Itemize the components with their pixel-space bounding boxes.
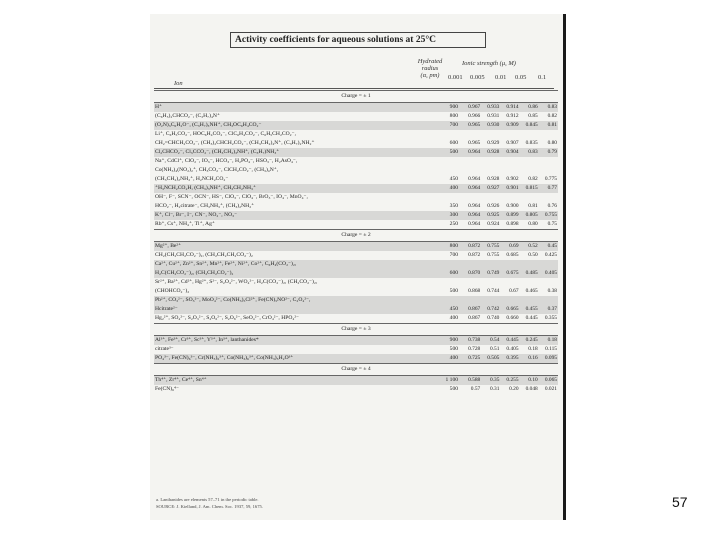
coefficient-cell: 0.81 — [528, 203, 538, 209]
radius-cell: 800 — [431, 242, 462, 252]
coefficient-cell: 0.80 — [547, 140, 557, 146]
ion-cell: Hcitrate²⁻ — [154, 305, 431, 314]
table-row — [154, 166, 558, 175]
table-title: Activity coefficients for aqueous solutions at 25°C — [230, 32, 486, 48]
footnote-source: SOURCE: J. Kielland, J. Am. Chem. Soc. 1937, 59, 1675. — [156, 504, 263, 509]
coefficient-cell: 0.048 — [525, 386, 538, 392]
radius-cell: 1 100 — [431, 376, 462, 386]
coefficient-cell: 0.965 — [468, 140, 481, 146]
coefficient-cell: 0.931 — [487, 113, 500, 119]
coefficient-cell — [462, 278, 481, 287]
ion-cell: (C₆H₅)₂CHCO₂⁻, (C₃H₇)₄N⁺ — [155, 113, 220, 119]
ion-cell: Mg²⁺, Be²⁺ — [154, 242, 431, 252]
coefficient-cell: 0.966 — [468, 113, 481, 119]
coefficient-cell: 0.928 — [487, 176, 500, 182]
radius-cell — [431, 157, 462, 166]
coefficient-cell: 0.933 — [481, 103, 500, 113]
coefficient-cell: 0.10 — [520, 376, 539, 386]
coefficient-cell — [500, 130, 519, 139]
table-row — [154, 148, 558, 157]
coefficient-cell: 0.76 — [547, 203, 557, 209]
coefficient-cell: 0.902 — [506, 176, 519, 182]
coefficient-cell: 0.095 — [539, 354, 558, 364]
coefficient-cell: 0.867 — [468, 315, 481, 321]
coefficient-cell: 0.900 — [506, 203, 519, 209]
coefficient-cell: 0.37 — [539, 305, 558, 314]
coefficient-cell — [539, 130, 558, 139]
ion-cell: Rb⁺, Cs⁺, NH₄⁺, Tl⁺, Ag⁺ — [155, 221, 215, 227]
radius-cell — [431, 193, 462, 202]
charge-label: Charge = ± 4 — [154, 364, 558, 376]
coefficient-cell: 0.964 — [462, 148, 481, 157]
coefficient-cell: 0.405 — [539, 269, 558, 278]
coefficient-cell: 0.805 — [520, 211, 539, 220]
ion-cell: H⁺ — [154, 103, 431, 113]
coefficient-cell — [481, 260, 500, 269]
ion-cell: HCO₂⁻, H₂citrate⁻, CH₃NH₃⁺, (CH₃)₂NH₂⁺ — [155, 203, 255, 209]
ion-cell: ⁺H₃NCH₂CO₂H, (CH₃)₃NH⁺, CH₃CH₂NH₃⁺ — [154, 184, 431, 193]
radius-cell: 800 — [449, 113, 459, 119]
coefficient-cell: 0.964 — [468, 203, 481, 209]
ion-cell: Cl₂CHCO₂⁻, Cl₃CCO₂⁻, (CH₃CH₂)₃NH⁺, (C₃H₇)NH₃⁺ — [154, 148, 431, 157]
coefficient-cell: 0.20 — [509, 386, 519, 392]
table-row — [154, 175, 558, 184]
coefficient-cell: 0.964 — [462, 184, 481, 193]
coefficient-cell: 0.355 — [544, 315, 557, 321]
coefficient-cell: 0.872 — [468, 252, 481, 258]
coefficient-cell: 0.924 — [487, 221, 500, 227]
coefficient-cell — [520, 130, 539, 139]
coefficient-cell: 0.845 — [520, 121, 539, 130]
ionic-strength-header: Ionic strength (μ, M) — [462, 60, 516, 67]
table-row — [154, 184, 558, 193]
coefficient-cell: 0.872 — [462, 242, 481, 252]
coefficient-cell — [539, 157, 558, 166]
coefficient-cell: 0.065 — [539, 376, 558, 386]
coefficient-cell: 0.485 — [520, 269, 539, 278]
coefficient-cell: 0.115 — [545, 346, 557, 352]
coefficient-cell — [539, 166, 558, 175]
ion-cell: Co(NH₃)₄(NO₂)₂⁺, CH₃CO₂⁻, ClCH₂CO₂⁻, (CH₃)₄N⁺, — [155, 167, 279, 173]
coefficient-cell: 0.964 — [468, 176, 481, 182]
coefficient-cell: 0.899 — [500, 211, 519, 220]
coefficient-cell: 0.51 — [489, 346, 500, 352]
coefficient-cell: 0.77 — [539, 184, 558, 193]
ion-cell: Th⁴⁺, Zr⁴⁺, Ce⁴⁺, Sn⁴⁺ — [154, 376, 431, 386]
coefficient-cell — [520, 260, 539, 269]
table-row — [154, 139, 558, 148]
coefficient-cell: 0.82 — [528, 176, 538, 182]
table-row — [154, 211, 558, 220]
coefficient-cell — [520, 166, 539, 175]
charge-label: Charge = ± 2 — [154, 230, 558, 242]
coefficient-cell: 0.52 — [520, 242, 539, 252]
coefficient-cell: 0.83 — [520, 148, 539, 157]
coefficient-cell — [500, 166, 519, 175]
charge-label: Charge = ± 1 — [154, 91, 558, 103]
table-row — [154, 354, 558, 364]
coefficient-cell — [500, 296, 519, 305]
coefficient-cell: 0.38 — [547, 288, 557, 294]
coefficient-cell: 0.928 — [481, 148, 500, 157]
coefficient-cell: 0.82 — [547, 113, 557, 119]
coefficient-cell: 0.021 — [544, 386, 557, 392]
coefficient-cell — [539, 278, 558, 287]
coefficient-cell: 0.685 — [506, 252, 519, 258]
coefficient-cell: 0.445 — [500, 336, 519, 346]
ion-cell: Ca²⁺, Cu²⁺, Zn²⁺, Sn²⁺, Mn²⁺, Fe²⁺, Ni²⁺, Co²⁺, C₆H₄(CO₂⁻)₂, — [154, 260, 431, 269]
coefficient-cell: 0.815 — [520, 184, 539, 193]
coefficient-cell: 0.35 — [481, 376, 500, 386]
table-row — [154, 220, 558, 230]
coefficient-cell — [481, 157, 500, 166]
coefficient-cell: 0.749 — [481, 269, 500, 278]
coefficient-cell: 0.835 — [525, 140, 538, 146]
coefficient-cell: 0.86 — [520, 103, 539, 113]
coefficient-cell: 0.395 — [500, 354, 519, 364]
ion-cell: Al³⁺, Fe³⁺, Cr³⁺, Sc³⁺, Y³⁺, In³⁺, lanthanides* — [154, 336, 431, 346]
table-row — [154, 121, 558, 130]
radius-cell: 700 — [431, 121, 462, 130]
radius-cell: 600 — [431, 269, 462, 278]
coefficient-cell: 0.964 — [468, 221, 481, 227]
radius-cell: 900 — [431, 103, 462, 113]
coefficient-cell — [520, 157, 539, 166]
charge-label: Charge = ± 3 — [154, 324, 558, 336]
coefficient-cell — [520, 193, 539, 202]
coefficient-cell: 0.505 — [481, 354, 500, 364]
table-row — [154, 157, 558, 166]
coefficient-cell: 0.16 — [520, 354, 539, 364]
coefficient-cell — [500, 260, 519, 269]
coefficient-cell: 0.967 — [462, 103, 481, 113]
coefficient-cell: 0.57 — [470, 386, 481, 392]
radius-cell: 500 — [449, 386, 459, 392]
radius-cell: 450 — [431, 305, 462, 314]
coefficient-cell: 0.742 — [481, 305, 500, 314]
coefficient-cell — [481, 278, 500, 287]
table-row — [154, 103, 558, 113]
ion-cell: Na⁺, CdCl⁺, ClO₂⁻, IO₃⁻, HCO₃⁻, H₂PO₄⁻, HSO₃⁻, H₂AsO₄⁻, — [155, 158, 298, 164]
coefficient-cell: 0.45 — [539, 242, 558, 252]
table-row — [154, 202, 558, 211]
coefficient-cell: 0.964 — [462, 211, 481, 220]
table-row — [154, 296, 558, 305]
coefficient-cell: 0.588 — [462, 376, 481, 386]
coefficient-cell: 0.54 — [481, 336, 500, 346]
coefficient-cell — [500, 193, 519, 202]
mu-header-4: 0.1 — [538, 74, 547, 81]
coefficient-cell — [539, 260, 558, 269]
coefficient-cell: 0.912 — [506, 113, 519, 119]
coefficient-cell: 0.245 — [520, 336, 539, 346]
coefficient-cell — [520, 278, 539, 287]
coefficient-cell — [462, 193, 481, 202]
mu-header-3: 0.05 — [515, 74, 527, 81]
coefficient-cell: 0.728 — [468, 346, 481, 352]
ion-cell: H₂C(CH₂CO₂⁻)₂, (CH₂CH₂CO₂⁻)₂ — [154, 269, 431, 278]
activity-coefficient-table — [154, 90, 558, 394]
coefficient-cell: 0.18 — [539, 336, 558, 346]
coefficient-cell — [500, 157, 519, 166]
radius-cell: 450 — [449, 176, 459, 182]
coefficient-cell: 0.755 — [487, 252, 500, 258]
ion-cell: CH₂=CHCH₂CO₂⁻, (CH₃)₂CHCH₂CO₂⁻, (CH₃CH₂)₄N⁺, (C₃H₇)₂NH₂⁺ — [155, 140, 315, 146]
coefficient-cell: 0.660 — [506, 315, 519, 321]
radius-cell: 400 — [431, 354, 462, 364]
coefficient-cell: 0.465 — [525, 288, 538, 294]
table-row — [154, 287, 558, 296]
coefficient-cell: 0.405 — [506, 346, 519, 352]
coefficient-cell — [481, 296, 500, 305]
coefficient-cell: 0.901 — [500, 184, 519, 193]
charge-section-header — [154, 91, 558, 103]
coefficient-cell: 0.85 — [528, 113, 538, 119]
coefficient-cell: 0.868 — [468, 288, 481, 294]
radius-cell — [431, 278, 462, 287]
radius-cell: 250 — [449, 221, 459, 227]
radius-cell — [431, 296, 462, 305]
radius-cell: 700 — [449, 252, 459, 258]
table-row — [154, 336, 558, 346]
ion-cell: (O₂N)₃C₆H₂O⁻, (C₃H₇)₃NH⁺, CH₃OC₆H₄CO₂⁻ — [154, 121, 431, 130]
ion-cell: CH₂(CH₂CH₂CO₂⁻)₂, (CH₂CH₂CH₂CO₂⁻)₂ — [155, 252, 253, 258]
coefficient-cell: 0.80 — [528, 221, 538, 227]
ion-cell: (CH₃CH₂)₂NH₂⁺, H₂NCH₂CO₂⁻ — [155, 176, 229, 182]
coefficient-cell: 0.909 — [500, 121, 519, 130]
table-row — [154, 269, 558, 278]
coefficient-cell — [539, 193, 558, 202]
scanned-table-page — [150, 14, 566, 520]
mu-header-2: 0.01 — [495, 74, 507, 81]
table-row — [154, 193, 558, 202]
coefficient-cell: 0.930 — [481, 121, 500, 130]
coefficient-cell — [500, 278, 519, 287]
coefficient-cell: 0.738 — [462, 336, 481, 346]
coefficient-cell: 0.744 — [487, 288, 500, 294]
mu-header-0: 0.001 — [448, 74, 463, 81]
coefficient-cell: 0.867 — [462, 305, 481, 314]
table-row — [154, 251, 558, 260]
coefficient-cell: 0.31 — [489, 386, 500, 392]
coefficient-cell: 0.725 — [462, 354, 481, 364]
radius-cell: 500 — [431, 148, 462, 157]
ion-cell: K⁺, Cl⁻, Br⁻, I⁻, CN⁻, NO₂⁻, NO₃⁻ — [154, 211, 431, 220]
coefficient-cell: 0.898 — [506, 221, 519, 227]
table-row — [154, 242, 558, 252]
coefficient-cell: 0.870 — [462, 269, 481, 278]
coefficient-cell: 0.775 — [544, 176, 557, 182]
table-row — [154, 314, 558, 324]
coefficient-cell: 0.425 — [544, 252, 557, 258]
table-row — [154, 376, 558, 386]
table-row — [154, 305, 558, 314]
mu-header-1: 0.005 — [470, 74, 485, 81]
ion-cell: OH⁻, F⁻, SCN⁻, OCN⁻, HS⁻, ClO₃⁻, ClO₄⁻, BrO₃⁻, IO₄⁻, MnO₄⁻, — [155, 194, 308, 200]
coefficient-cell: 0.904 — [500, 148, 519, 157]
table-row — [154, 260, 558, 269]
ion-cell: Fe(CN)₆⁴⁻ — [155, 386, 179, 392]
coefficient-cell: 0.50 — [528, 252, 538, 258]
radius-cell — [431, 166, 462, 175]
radius-cell: 900 — [431, 336, 462, 346]
coefficient-cell: 0.926 — [487, 203, 500, 209]
coefficient-cell: 0.75 — [547, 221, 557, 227]
coefficient-cell: 0.965 — [462, 121, 481, 130]
coefficient-cell — [520, 296, 539, 305]
coefficient-cell: 0.755 — [481, 242, 500, 252]
charge-section-header — [154, 230, 558, 242]
coefficient-cell — [481, 166, 500, 175]
coefficient-cell: 0.675 — [500, 269, 519, 278]
coefficient-cell — [481, 193, 500, 202]
coefficient-cell: 0.81 — [539, 121, 558, 130]
page-number: 57 — [672, 494, 688, 510]
coefficient-cell: 0.79 — [539, 148, 558, 157]
ion-cell: Li⁺, C₆H₅CO₂⁻, HOC₆H₄CO₂⁻, ClC₆H₄CO₂⁻, C₆H₅CH₂CO₂⁻, — [155, 131, 296, 137]
radius-cell — [431, 260, 462, 269]
coefficient-cell: 0.255 — [500, 376, 519, 386]
coefficient-cell — [481, 130, 500, 139]
coefficient-cell — [462, 157, 481, 166]
charge-section-header — [154, 364, 558, 376]
radius-cell: 600 — [449, 140, 459, 146]
coefficient-cell — [462, 166, 481, 175]
charge-section-header — [154, 324, 558, 336]
ion-cell: (CHOHCO₂⁻)₂ — [155, 288, 190, 294]
header-rule — [154, 88, 554, 89]
coefficient-cell: 0.914 — [500, 103, 519, 113]
coefficient-cell: 0.755 — [539, 211, 558, 220]
coefficient-cell: 0.455 — [520, 305, 539, 314]
coefficient-cell: 0.929 — [487, 140, 500, 146]
coefficient-cell — [462, 296, 481, 305]
coefficient-cell — [462, 260, 481, 269]
ion-cell: PO₄³⁻, Fe(CN)₆³⁻, Cr(NH₃)₆³⁺, Co(NH₃)₆³⁺, Co(NH₃)₅H₂O³⁺ — [154, 354, 431, 364]
coefficient-cell: 0.18 — [528, 346, 538, 352]
radius-cell: 400 — [431, 184, 462, 193]
coefficient-cell: 0.927 — [481, 184, 500, 193]
coefficient-cell — [462, 130, 481, 139]
ion-cell: Pb²⁺, CO₃²⁻, SO₃²⁻, MoO₄²⁻, Co(NH₃)₅Cl²⁺, Fe(CN)₅NO²⁻, C₂O₄²⁻, — [154, 296, 431, 305]
ion-cell: Hg₂²⁺, SO₄²⁻, S₂O₃²⁻, S₂O₆²⁻, S₂O₈²⁻, SeO₄²⁻, CrO₄²⁻, HPO₄²⁻ — [155, 315, 299, 321]
coefficient-cell: 0.67 — [509, 288, 519, 294]
table-row — [154, 112, 558, 121]
table-row — [154, 345, 558, 354]
radius-cell: 500 — [449, 288, 459, 294]
coefficient-cell: 0.740 — [487, 315, 500, 321]
radius-cell: 350 — [449, 203, 459, 209]
footnote-lanthanides: a. Lanthanides are elements 57–71 in the periodic table. — [156, 497, 259, 502]
radius-cell: 400 — [449, 315, 459, 321]
table-row — [154, 385, 558, 394]
ion-header: Ion — [174, 80, 183, 87]
coefficient-cell: 0.69 — [500, 242, 519, 252]
ion-cell: Sr²⁺, Ba²⁺, Cd²⁺, Hg²⁺, S²⁻, S₂O₄²⁻, WO₄²⁻, H₂C(CO₂⁻)₂, (CH₂CO₂⁻)₂, — [155, 279, 318, 285]
table-row — [154, 130, 558, 139]
coefficient-cell: 0.83 — [539, 103, 558, 113]
radius-header: Hydrated radius (α, pm) — [417, 58, 443, 79]
coefficient-cell — [539, 296, 558, 305]
coefficient-cell: 0.925 — [481, 211, 500, 220]
radius-cell: 500 — [449, 346, 459, 352]
radius-cell — [431, 130, 462, 139]
coefficient-cell: 0.665 — [500, 305, 519, 314]
radius-cell: 300 — [431, 211, 462, 220]
ion-cell: citrate³⁻ — [155, 346, 174, 352]
coefficient-cell: 0.445 — [525, 315, 538, 321]
coefficient-cell: 0.907 — [506, 140, 519, 146]
table-row — [154, 278, 558, 287]
